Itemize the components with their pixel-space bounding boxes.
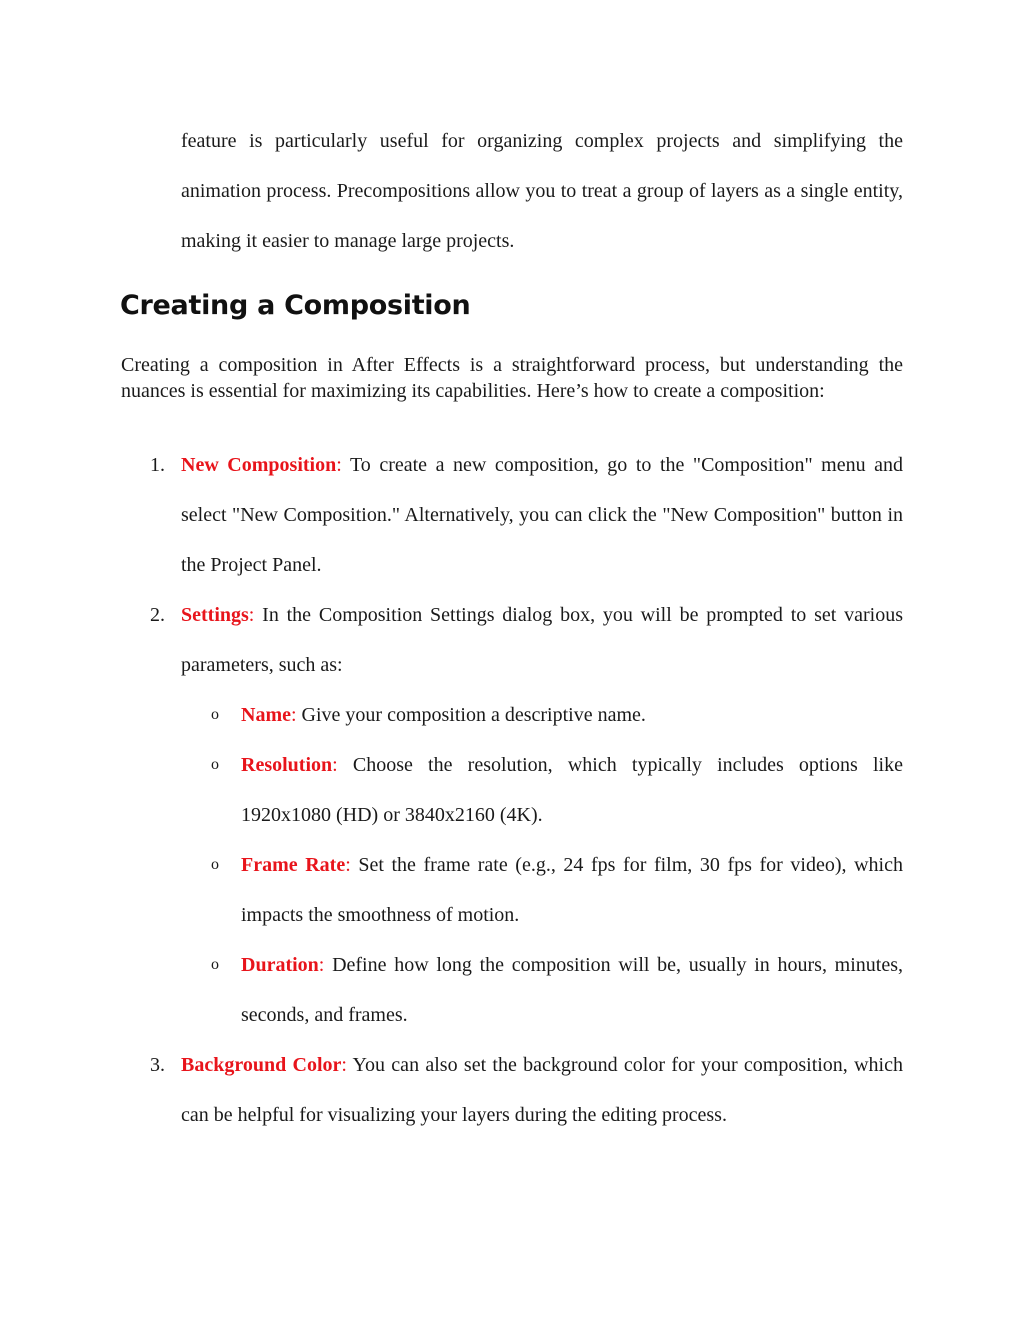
setting-term: Frame Rate (241, 854, 346, 876)
setting-colon: : (332, 754, 338, 776)
setting-name (241, 690, 903, 740)
intro-text: feature is particularly useful for organizing complex projects and simplifying the animation process. Precompositions allow you to treat a group of layers as a single entity, making it easier to manage large projects. (181, 130, 903, 252)
setting-term: Name (241, 704, 291, 726)
step-term: Settings (181, 604, 249, 626)
step-text: In the Composition Settings dialog box, you will be prompted to set various parameters, such as: (181, 604, 903, 676)
step-colon: : (336, 454, 342, 476)
step-text: To create a new composition, go to the "Composition" menu and select "New Composition." Alternatively, you can click the "New Composition" button in the Project Panel. (181, 454, 903, 576)
step-background-color (181, 1040, 903, 1140)
bullet-marker: o (211, 956, 219, 973)
step-number: 3. (150, 1054, 165, 1076)
step-text: You can also set the background color for your composition, which can be helpful for visualizing your layers during the editing process. (181, 1054, 903, 1126)
setting-text: Set the frame rate (e.g., 24 fps for film, 30 fps for video), which impacts the smoothness of motion. (241, 854, 903, 926)
step-term: Background Color (181, 1054, 342, 1076)
setting-text: Choose the resolution, which typically includes options like 1920x1080 (HD) or 3840x2160 (4K). (241, 754, 903, 826)
setting-duration (241, 940, 903, 1040)
bullet-marker: o (211, 856, 219, 873)
step-number: 1. (150, 454, 165, 476)
setting-term: Duration (241, 954, 319, 976)
section-heading: Creating a Composition (120, 290, 471, 321)
step-new-composition (181, 440, 903, 590)
bullet-marker: o (211, 756, 219, 773)
setting-colon: : (345, 854, 351, 876)
setting-colon: : (318, 954, 325, 976)
step-colon: : (248, 604, 255, 626)
lead-paragraph: Creating a composition in After Effects is a straightforward process, but understanding the nuances is essential for maximizing its capabilities. Here’s how to create a composition: (121, 354, 903, 402)
setting-text: Define how long the composition will be, usually in hours, minutes, seconds, and frames. (241, 954, 903, 1026)
step-colon: : (341, 1054, 347, 1076)
step-settings (181, 590, 903, 690)
bullet-marker: o (211, 706, 219, 723)
step-number: 2. (150, 604, 165, 626)
setting-colon: : (290, 704, 297, 726)
setting-text: Give your composition a descriptive name. (296, 704, 646, 726)
setting-frame-rate (241, 840, 903, 940)
setting-resolution (241, 740, 903, 840)
step-term: New Composition (181, 454, 337, 476)
setting-term: Resolution (241, 754, 333, 776)
intro-paragraph (181, 116, 903, 266)
